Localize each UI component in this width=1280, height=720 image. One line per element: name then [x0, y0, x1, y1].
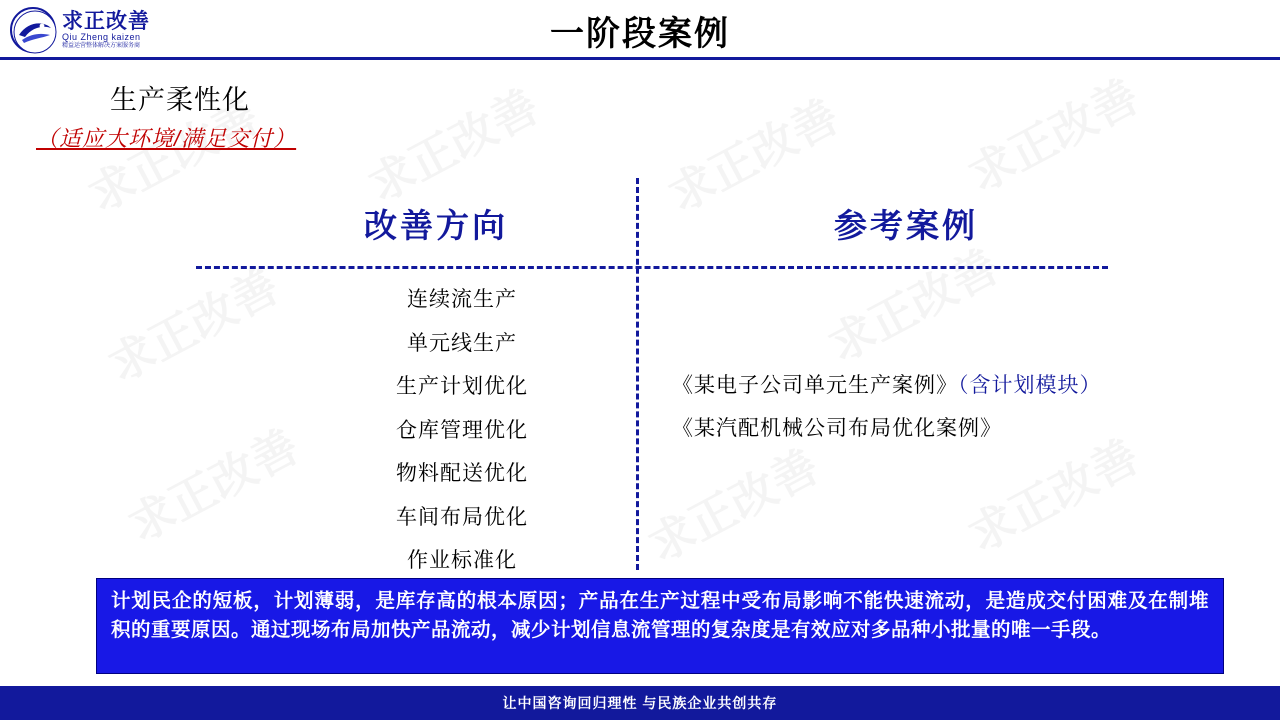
section-subtitle-note: （适应大环境/满足交付）	[36, 126, 297, 151]
slide-header	[0, 0, 1280, 60]
reference-cases-list	[672, 364, 1102, 450]
case-title: 《某汽配机械公司布局优化案例》	[672, 417, 1002, 440]
list-item	[672, 364, 1102, 407]
column-header-directions: 改善方向	[364, 207, 508, 244]
matrix-horizontal-divider	[196, 266, 1108, 269]
column-header-cases: 参考案例	[834, 207, 978, 244]
list-item: 作业标准化	[407, 549, 517, 572]
summary-callout-text: 计划民企的短板，计划薄弱，是库存高的根本原因；产品在生产过程中受布局影响不能快速流动，是造成交付困难及在制堆积的重要原因。通过现场布局加快产品流动，减少计划信息流管理的复杂度是有效应对多品种小批量的唯一手段。	[111, 590, 1209, 641]
page-title: 一阶段案例	[550, 15, 730, 53]
list-item: 物料配送优化	[396, 462, 528, 485]
matrix-vertical-divider	[636, 178, 639, 570]
logo-name-en: Qiu Zheng kaizen	[62, 32, 141, 43]
logo-name-cn: 求正改善	[62, 10, 150, 34]
list-item: 连续流生产	[407, 288, 517, 311]
list-item: 单元线生产	[407, 331, 517, 355]
logo-tagline: 精益运营整体解决方案服务商	[62, 42, 141, 49]
improvement-directions-list	[292, 278, 632, 583]
case-suffix: （含计划模块）	[958, 374, 1102, 397]
list-item: 车间布局优化	[396, 505, 528, 529]
footer-slogan: 让中国咨询回归理性 与民族企业共创共存	[502, 695, 778, 711]
comparison-matrix	[196, 178, 1108, 570]
summary-callout	[96, 578, 1224, 674]
section-subtitle: 生产柔性化	[110, 85, 250, 115]
slide-footer	[0, 686, 1280, 720]
list-item: 仓库管理优化	[396, 418, 528, 442]
list-item	[672, 407, 1102, 450]
case-title: 《某电子公司单元生产案例》	[672, 374, 958, 397]
list-item: 生产计划优化	[396, 375, 528, 398]
